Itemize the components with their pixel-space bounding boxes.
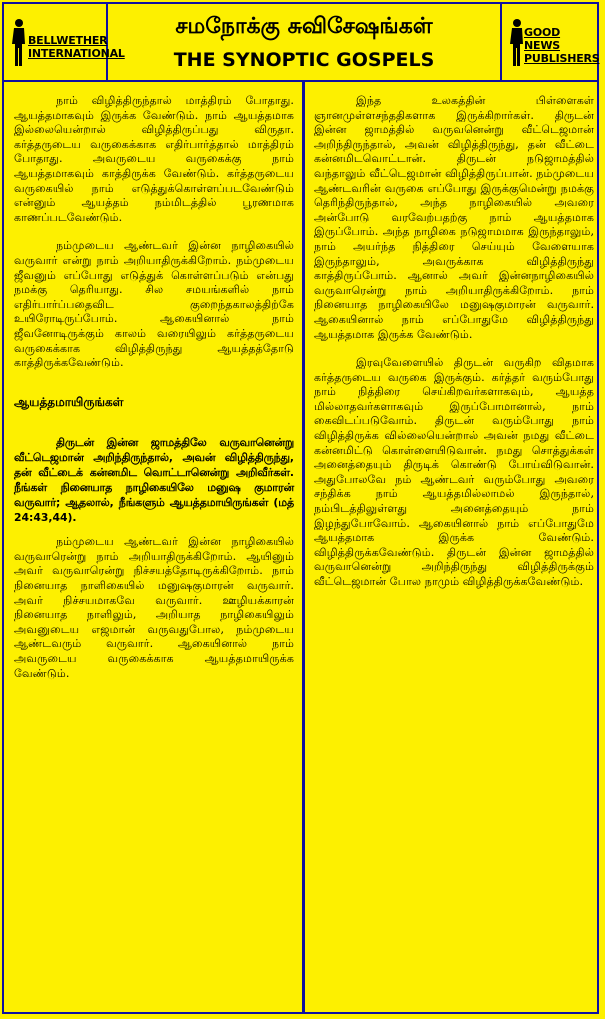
scripture-quote: திருடன் இன்ன ஜாமத்திலே வருவானென்று வீட்டெஜமான் அறிந்திருந்தால், அவன் விழித்திருந்து, தன் வீட்டைக் கன்னமிட வொட்டானென்று அறிவீர்கள். நீங்கள் நினையாத நாழிகையிலே மனுஷ குமாரன் வருவார்; ஆதலால், நீங்களும் ஆயத்தமாயிருங்கள் (மத் 24:43,44). [14, 436, 294, 525]
right-paragraph-1: இந்த உலகத்தின் பிள்ளைகள் ஞானமுள்ளசந்ததிகளாக இருக்கிறார்கள். திருடன் இன்ன ஜாமத்தில் வருவனென்று வீட்டெஜமான் அறிந்திருந்தால், அவன் விழித்திருந்து, தன் வீட்டை கன்னமிடவொட்டான். திருடன் நடுஜாமத்தில் வந்தாலும் வீட்டெஜமான் விழித்திருப்பான். நம்முடைய ஆண்டவரின் வருகை எப்போது இருக்குமென்று நமக்கு தெரிந்திருந்தால், அந்த நாழிகையில் அவரை அன்போடு வரவேற்பதற்கு நாம் ஆயத்தமாக இருப்போம். அந்த நாழிகை நடுஜாமமாக இருந்தாலும், நாம் அயர்ந்த நித்திரை செய்யும் வேளையாக இருந்தாலும், அவருக்காக விழித்திருந்து காத்திருப்போம். ஆனால் அவர் இன்னநாழிகையில் வருவாரென்று நாம் அறியாதிருக்கிறோம். நாம் நினையாத நாழிகையிலே மனுஷகுமாரன் வருவார். ஆகையினால் நாம் எப்போதுமே விழித்திருந்து ஆயத்தமாக இருக்க வேண்டும். [314, 94, 594, 341]
right-column [314, 94, 594, 604]
column-divider [302, 82, 305, 1012]
left-paragraph-3: நம்முடைய ஆண்டவர் இன்ன நாழிகையில் வருவாரென்று நாம் அறியாதிருக்கிறோம். ஆயினும் அவர் வருவாரென்று நிச்சயத்தோடிருக்கிறோம். நாம் நினையாத நாளிகையில் மனுஷகுமாரன் வருவார். அவர் நிச்சயமாகவே வருவார். ஊழியக்காரன் நினையாத நாளிலும், அறியாத நாழிகையிலும் அவனுடைய எஜமான் வருவதுபோல, நம்முடைய ஆண்டவரும் வருவார். ஆகையினால் நாம் அவருடைய வருகைக்காக ஆயத்தமாயிருக்க வேண்டும். [14, 535, 294, 680]
left-paragraph-2: நம்முடைய ஆண்டவர் இன்ன நாழிகையில் வருவார் என்று நாம் அறியாதிருக்கிறோம். நம்முடைய ஜீவனும் எப்போது எடுத்துக் கொள்ளப்படும் என்பது நமக்கு தெரியாது. சில சமயங்களில் நாம் எதிர்பார்ப்பதைவிட குறைந்தகாலத்திற்கே உயிரோடிருப்போம். ஆகையினால் நாம் ஜீவனோடிருக்கும் காலம் வரையிலும் கர்த்தருடைய வருகைக்காக விழித்திருந்து ஆயத்தத்தோடு காத்திருக்கவேண்டும். [14, 239, 294, 370]
good-news-logo [500, 4, 600, 80]
section-heading: ஆயத்தமாயிருங்கள் [14, 394, 124, 409]
title-block [108, 4, 500, 80]
bellwether-logo [4, 4, 125, 80]
page-title-english: THE SYNOPTIC GOSPELS [173, 49, 435, 71]
right-logo-line2: PUBLISHERS [524, 52, 600, 65]
header [4, 4, 600, 82]
left-logo-line2: INTERNATIONAL [28, 47, 125, 60]
left-column [14, 94, 294, 695]
header-divider [4, 80, 597, 82]
man-silhouette-icon [10, 18, 28, 68]
left-logo-line1: BELLWETHER [28, 34, 108, 47]
right-logo-line1: GOOD NEWS [524, 26, 561, 52]
left-paragraph-1: நாம் விழித்திருந்தால் மாத்திரம் போதாது. ஆயத்தமாகவும் இருக்க வேண்டும். நாம் ஆயத்தமாக இல்லையென்றால் விழித்திருப்பது விருதா. கர்த்தருடைய வருகைக்காக எதிர்பார்த்தால் மாத்திரம் போதாது. அவருடைய வருகைக்கு நாம் ஆயத்தமாகவும் காத்திருக்க வேண்டும். கர்த்தருடைய வருகையில் நாம் எடுத்துக்கொள்ளப்படவேண்டும் என்னும் ஆயத்தம் நம்மிடத்தில் பூரணமாக காணப்படவேண்டும். [14, 94, 294, 224]
right-paragraph-2: இரவுவேளையில் திருடன் வருகிற விதமாக கர்த்தருடைய வருகை இருக்கும். கர்த்தர் வரும்போது நாம் நித்திரை செய்கிறவர்களாகவும், ஆயத்த மில்லாதவர்களாகவும் இருப்போமானால், நாம் கைவிடப்படுவோம். திருடன் வரும்போது நாம் விழித்திருக்க வில்லையென்றால் அவன் நமது வீட்டை கன்னமிட்டு கொள்ளையிடுவான். நமது சொத்துக்கள் அனைத்தையும் திருடிக் கொண்டு போய்விடுவான். அதுபோலவே நம் ஆண்டவர் வரும்போது அவரை சந்திக்க நாம் ஆயத்தமில்லாமல் இருந்தால், நம்பிடத்திலுள்ளது அனைத்தையும் நாம் இழந்துபோவோம். ஆகையினால் நாம் எப்போதுமே ஆயத்தமாக இருக்க வேண்டும். விழித்திருக்கவேண்டும். திருடன் இன்ன ஜாமத்தில் வருவானென்று அறிந்திருந்து விழித்திருக்கும் வீட்டெஜமான் போல நாமும் விழித்திருக்கவேண்டும். [314, 356, 594, 588]
page-title-tamil: சமநோக்கு சுவிசேஷங்கள் [175, 14, 433, 39]
page-frame [2, 2, 599, 1014]
